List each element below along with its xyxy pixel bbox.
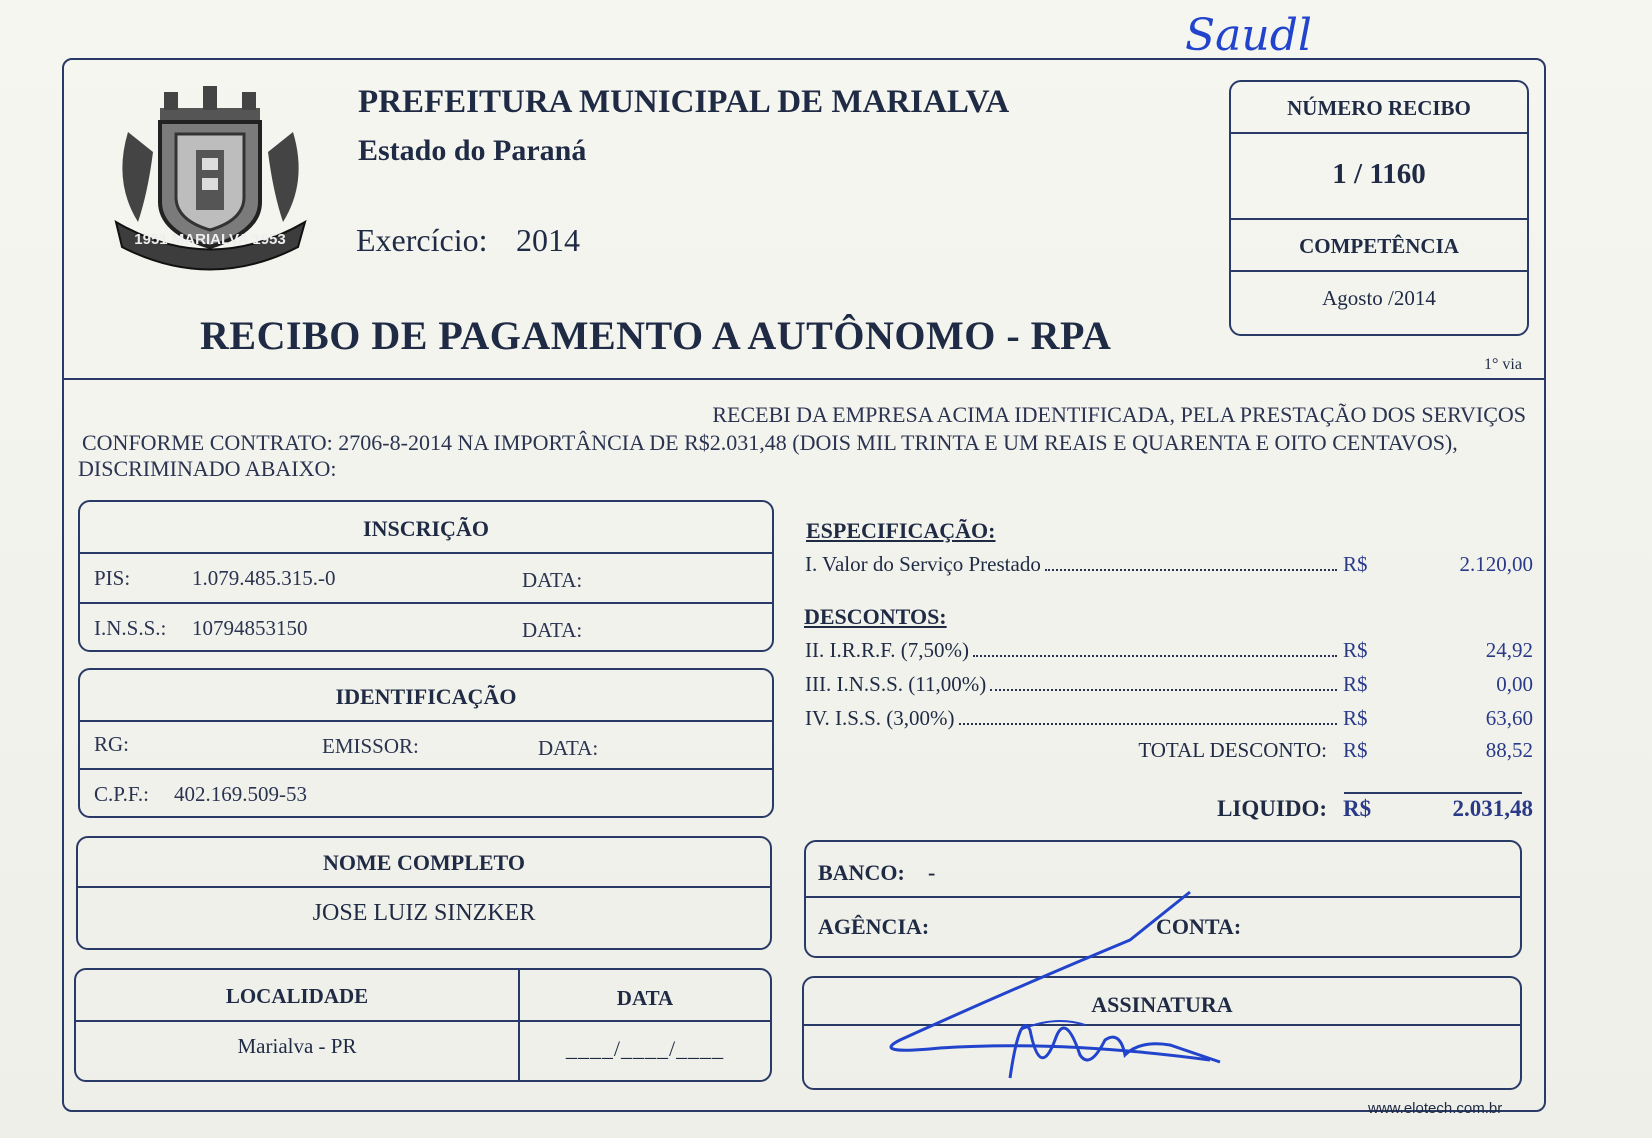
pis-value: 1.079.485.315.-0 (192, 566, 336, 590)
numero-recibo-value: 1 / 1160 (1332, 158, 1426, 190)
especificacao-title: ESPECIFICAÇÃO: (806, 518, 996, 543)
servico-value: 2.120,00 (1459, 552, 1533, 576)
descontos-title: DESCONTOS: (804, 604, 947, 629)
irrf-value: 24,92 (1485, 638, 1533, 662)
inss-desconto-currency: R$ (1343, 672, 1368, 696)
total-desconto-label: TOTAL DESCONTO: (1138, 738, 1327, 762)
nome-completo-value: JOSE LUIZ SINZKER (312, 900, 536, 926)
banco-label: BANCO: (818, 860, 905, 885)
statement-line1: RECEBI DA EMPRESA ACIMA IDENTIFICADA, PELA PRESTAÇÃO DOS SERVIÇOS (712, 402, 1526, 427)
competencia-value: Agosto /2014 (1322, 286, 1436, 310)
total-desconto-row (805, 738, 1533, 763)
identificacao-title: IDENTIFICAÇÃO (335, 684, 517, 709)
handwritten-annotation: Saudl (1185, 10, 1312, 61)
conta-label: CONTA: (1156, 914, 1242, 939)
nome-completo-box (76, 836, 772, 950)
servico-row (805, 552, 1533, 577)
agencia-label: AGÊNCIA: (818, 914, 930, 939)
statement-line2: CONFORME CONTRATO: 2706-8-2014 NA IMPORTÂNCIA DE R$2.031,48 (DOIS MIL TRINTA E UM REAIS E QUARENTA E OITO CENTAVOS), (82, 430, 1458, 455)
org-name: PREFEITURA MUNICIPAL DE MARIALVA (358, 84, 1010, 120)
signature-icon (880, 890, 1240, 1090)
pis-label: PIS: (94, 566, 131, 590)
irrf-currency: R$ (1343, 638, 1368, 662)
state-name: Estado do Paraná (358, 134, 587, 167)
footer-url: www.elotech.com.br (1368, 1100, 1503, 1117)
seal-text: 1951 MARIALVA 1953 (134, 231, 286, 248)
rg-label: RG: (94, 732, 130, 756)
localidade-title: LOCALIDADE (225, 984, 369, 1008)
exercicio-label: Exercício: (356, 222, 488, 258)
irrf-label: II. I.R.R.F. (7,50%) (805, 638, 969, 662)
header-divider (62, 378, 1544, 380)
iss-row (805, 706, 1533, 731)
pis-data-label: DATA: (522, 568, 583, 592)
inscricao-title: INSCRIÇÃO (363, 516, 489, 541)
assinatura-title: ASSINATURA (1091, 992, 1233, 1017)
liquido-rule (1344, 792, 1522, 794)
inss-desconto-value: 0,00 (1496, 672, 1533, 696)
cpf-value: 402.169.509-53 (174, 782, 307, 806)
competencia-label: COMPETÊNCIA (1299, 234, 1459, 258)
inss-desconto-row (805, 672, 1533, 697)
coat-of-arms-icon (108, 72, 313, 282)
servico-currency: R$ (1343, 552, 1368, 576)
inss-label: I.N.S.S.: (94, 616, 167, 640)
emissor-label: EMISSOR: (322, 734, 419, 758)
nome-completo-title: NOME COMPLETO (323, 850, 525, 875)
via-label: 1° via (1484, 356, 1522, 373)
document-title: RECIBO DE PAGAMENTO A AUTÔNOMO - RPA (200, 313, 1112, 358)
cpf-label: C.P.F.: (94, 782, 149, 806)
total-desconto-value: 88,52 (1485, 738, 1533, 762)
irrf-row (805, 638, 1533, 663)
inscricao-box (78, 500, 774, 652)
total-desconto-currency: R$ (1343, 738, 1368, 762)
iss-label: IV. I.S.S. (3,00%) (805, 706, 955, 730)
identificacao-data-label: DATA: (538, 736, 599, 760)
localidade-value: Marialva - PR (237, 1034, 357, 1058)
banco-value: - (928, 860, 936, 885)
statement-line3: DISCRIMINADO ABAIXO: (78, 456, 337, 481)
liquido-currency: R$ (1343, 796, 1372, 821)
inss-data-label: DATA: (522, 618, 583, 642)
data-blank-value: ____/____/____ (565, 1036, 725, 1061)
identificacao-box (78, 668, 774, 818)
iss-value: 63,60 (1485, 706, 1533, 730)
localidade-box (74, 968, 772, 1082)
inss-desconto-label: III. I.N.S.S. (11,00%) (805, 672, 987, 696)
iss-currency: R$ (1343, 706, 1368, 730)
data-title: DATA (616, 986, 674, 1010)
liquido-label: LIQUIDO: (1217, 796, 1327, 821)
exercicio-value: 2014 (516, 222, 580, 258)
receipt-number-box (1229, 80, 1529, 336)
servico-label: I. Valor do Serviço Prestado (805, 552, 1041, 576)
liquido-value: 2.031,48 (1452, 796, 1533, 821)
inss-value: 10794853150 (192, 616, 308, 640)
numero-recibo-label: NÚMERO RECIBO (1287, 96, 1471, 120)
liquido-row (805, 796, 1533, 822)
